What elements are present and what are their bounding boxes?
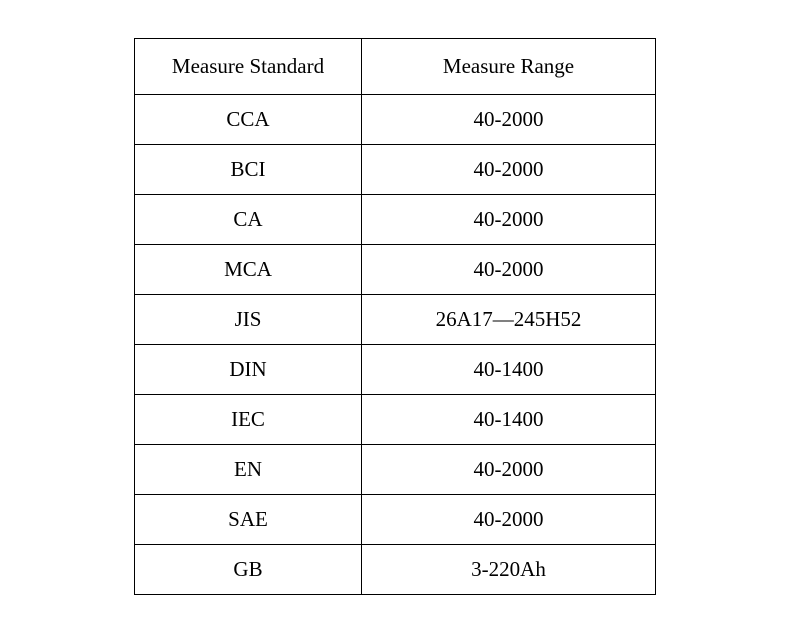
cell-standard: GB [135, 545, 362, 595]
cell-range: 40-1400 [362, 345, 656, 395]
cell-range: 40-2000 [362, 245, 656, 295]
cell-standard: BCI [135, 145, 362, 195]
cell-standard: MCA [135, 245, 362, 295]
cell-range: 3-220Ah [362, 545, 656, 595]
cell-standard: JIS [135, 295, 362, 345]
measure-range-table [134, 38, 656, 595]
table-row [135, 95, 656, 145]
table-row [135, 545, 656, 595]
table-header-row [135, 39, 656, 95]
cell-range: 40-1400 [362, 395, 656, 445]
table-row [135, 295, 656, 345]
cell-standard: CCA [135, 95, 362, 145]
cell-standard: SAE [135, 495, 362, 545]
cell-standard: DIN [135, 345, 362, 395]
cell-range: 26A17—245H52 [362, 295, 656, 345]
header-measure-range: Measure Range [362, 39, 656, 95]
cell-range: 40-2000 [362, 195, 656, 245]
table-row [135, 145, 656, 195]
table-row [135, 445, 656, 495]
table-row [135, 395, 656, 445]
cell-range: 40-2000 [362, 95, 656, 145]
table-row [135, 495, 656, 545]
cell-range: 40-2000 [362, 145, 656, 195]
cell-standard: IEC [135, 395, 362, 445]
cell-range: 40-2000 [362, 495, 656, 545]
table-row [135, 195, 656, 245]
cell-standard: EN [135, 445, 362, 495]
cell-range: 40-2000 [362, 445, 656, 495]
cell-standard: CA [135, 195, 362, 245]
table-row [135, 245, 656, 295]
header-measure-standard: Measure Standard [135, 39, 362, 95]
table-row [135, 345, 656, 395]
